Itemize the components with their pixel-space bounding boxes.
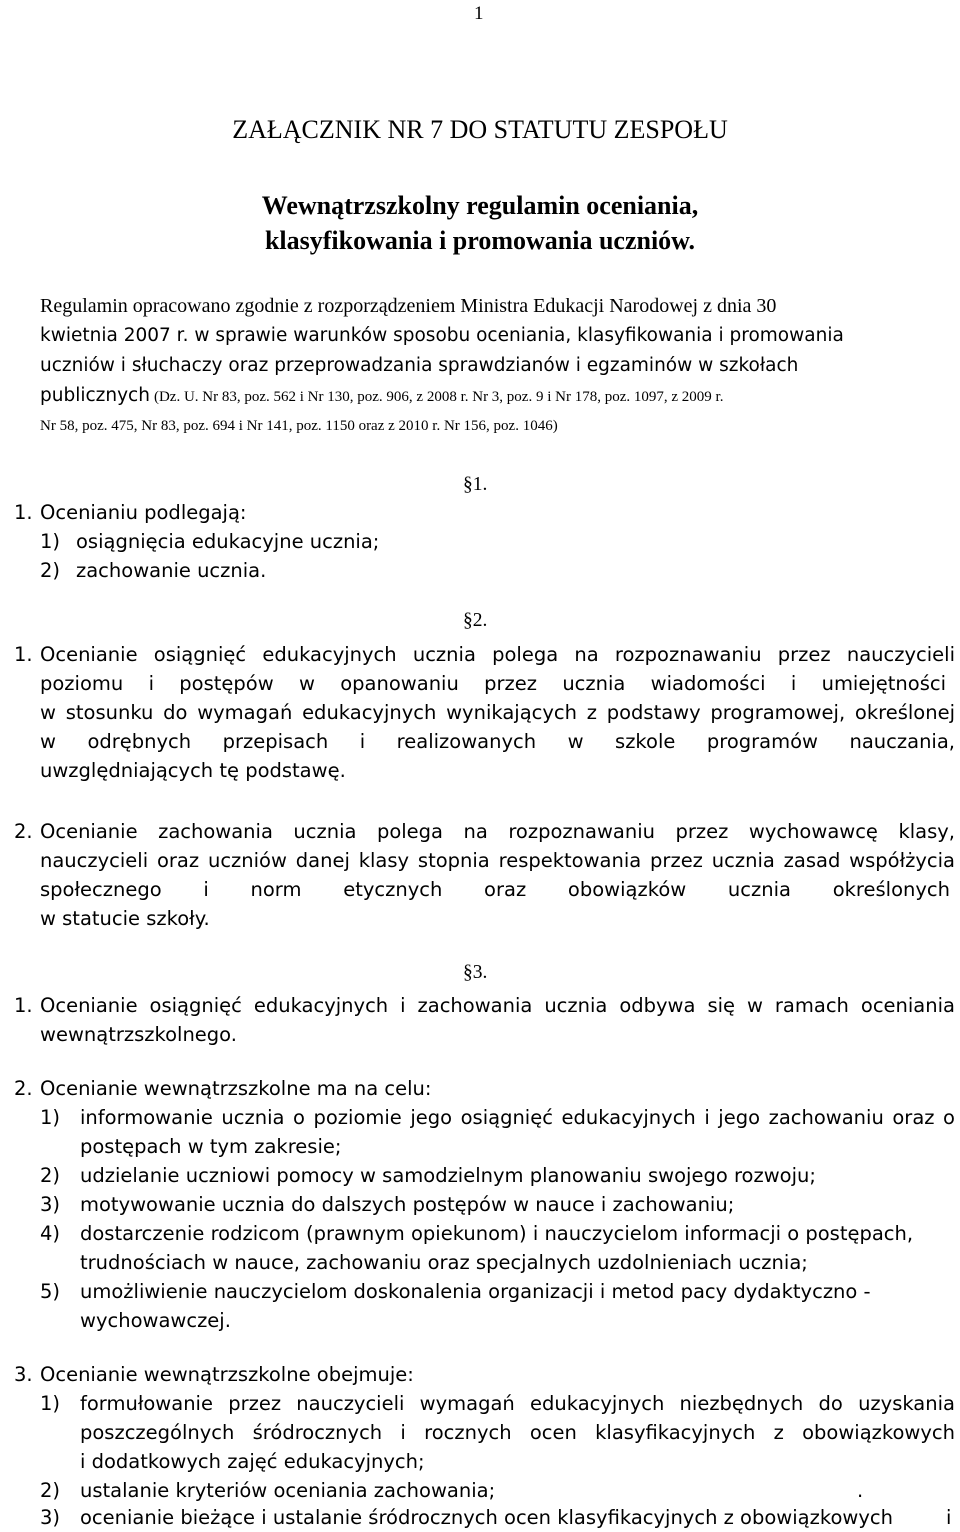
sec3-p1-number: 1. <box>14 994 33 1017</box>
sec3-p3-item-3-number: 3) <box>40 1506 61 1529</box>
sec3-p2-item-5-line-1: umożliwienie nauczycielom doskonalenia organizacji i metod pacy dydaktyczno - <box>80 1280 871 1303</box>
document-title: ZAŁĄCZNIK NR 7 DO STATUTU ZESPOŁU <box>232 115 728 144</box>
page-number: 1 <box>474 3 484 24</box>
subtitle-line-1: Wewnątrzszkolny regulamin oceniania, <box>261 191 699 220</box>
sec3-p3-number: 3. <box>14 1363 33 1386</box>
legal-reference: (Dz. U. Nr 83, poz. 562 i Nr 130, poz. 906, z 2008 r. Nr 3, poz. 9 i Nr 178, poz. 1097, z 2009 r. <box>153 389 724 405</box>
sec3-p2-item-4-line-2: trudnościach w nauce, zachowaniu oraz specjalnych uzdolnieniach ucznia; <box>80 1251 808 1274</box>
sec2-p1-line-2: poziomu i postępów w opanowaniu przez ucznia wiadomości i umiejętności <box>40 672 946 695</box>
sec1-item-2-text: zachowanie ucznia. <box>76 559 267 582</box>
sec3-p3-text: Ocenianie wewnątrzszkolne obejmuje: <box>40 1363 414 1386</box>
intro-line-4-main: publicznych <box>40 385 150 406</box>
sec3-p2-item-3-line-1: motywowanie ucznia do dalszych postępów w nauce i zachowaniu; <box>80 1193 735 1216</box>
intro-line-2: kwietnia 2007 r. w sprawie warunków sposobu oceniania, klasyfikowania i promowania <box>40 325 844 346</box>
sec1-item-2-number: 2) <box>40 559 61 582</box>
sec3-p3-item-2-line-1: ustalanie kryteriów oceniania zachowania; <box>80 1479 496 1502</box>
intro-line-3: uczniów i słuchaczy oraz przeprowadzania sprawdzianów i egzaminów w szkołach <box>40 355 799 376</box>
sec3-p2-item-5-line-2: wychowawczej. <box>80 1309 231 1332</box>
section-sign-icon: § <box>463 962 473 983</box>
sec2-p1-line-5: uwzględniających tę podstawę. <box>40 759 346 782</box>
sec1-p1-text: Ocenianiu podlegają: <box>40 501 247 524</box>
sec3-p2-item-1-line-1: informowanie ucznia o poziomie jego osiągnięć edukacyjnych i jego zachowaniu oraz o <box>80 1106 955 1129</box>
sec3-p2-item-4-line-1: dostarczenie rodzicom (prawnym opiekunom) i nauczycielom informacji o postępach, <box>80 1222 914 1245</box>
sec3-p2-number: 2. <box>14 1077 33 1100</box>
section-3-marker: §3. <box>463 962 488 983</box>
sec2-p2-line-2: nauczycieli oraz uczniów danej klasy stopnia respektowania przez ucznia zasad współżycia <box>40 849 955 872</box>
sec3-p3-item-2-trailing: . <box>857 1479 864 1502</box>
subtitle-line-2: klasyfikowania i promowania uczniów. <box>264 226 696 255</box>
sec1-item-1-number: 1) <box>40 530 61 553</box>
sec2-p2-number: 2. <box>14 820 33 843</box>
sec3-p2-item-2-number: 2) <box>40 1164 61 1187</box>
intro-line-4 <box>40 381 723 412</box>
sec3-p3-item-2-number: 2) <box>40 1479 61 1502</box>
sec2-p2-line-3: społecznego i norm etycznych oraz obowiązków ucznia określonych <box>40 878 950 901</box>
intro-line-1: Regulamin opracowano zgodnie z rozporządzeniem Ministra Edukacji Narodowej z dnia 30 <box>40 295 777 317</box>
sec3-p2-item-5-number: 5) <box>40 1280 61 1303</box>
sec3-p2-item-1-number: 1) <box>40 1106 61 1129</box>
sec3-p3-item-1-line-2: poszczególnych śródrocznych i rocznych ocen klasyfikacyjnych z obowiązkowych <box>80 1421 955 1444</box>
sec3-p2-item-2-line-1: udzielanie uczniowi pomocy w samodzielnym planowaniu swojego rozwoju; <box>80 1164 816 1187</box>
sec1-p1-number: 1. <box>14 501 33 524</box>
sec3-p1-line-1: Ocenianie osiągnięć edukacyjnych i zachowania ucznia odbywa się w ramach oceniania <box>40 994 955 1017</box>
sec2-p2-line-1: Ocenianie zachowania ucznia polega na rozpoznawaniu przez wychowawcę klasy, <box>40 820 955 843</box>
sec2-p1-line-3: w stosunku do wymagań edukacyjnych wynikających z podstawy programowej, określonej <box>40 701 955 724</box>
section-2-marker: §2. <box>463 610 488 631</box>
sec2-p2-line-4: w statucie szkoły. <box>40 907 210 930</box>
sec3-p2-item-4-number: 4) <box>40 1222 61 1245</box>
sec2-p1-number: 1. <box>14 643 33 666</box>
sec2-p1-line-1: Ocenianie osiągnięć edukacyjnych ucznia polega na rozpoznawaniu przez nauczycieli <box>40 643 955 666</box>
sec3-p2-item-1-line-2: postępach w tym zakresie; <box>80 1135 342 1158</box>
sec1-item-1-text: osiągnięcia edukacyjne ucznia; <box>76 530 380 553</box>
legal-reference-cont: Nr 58, poz. 475, Nr 83, poz. 694 i Nr 141, poz. 1150 oraz z 2010 r. Nr 156, poz. 1046) <box>40 418 558 434</box>
sec3-p3-item-3-line-1: ocenianie bieżące i ustalanie śródrocznych ocen klasyfikacyjnych z obowiązkowych <box>80 1506 893 1529</box>
section-1-marker: §1. <box>463 474 488 495</box>
sec3-p2-text: Ocenianie wewnątrzszkolne ma na celu: <box>40 1077 432 1100</box>
sec2-p1-line-4: w odrębnych przepisach i realizowanych w szkole programów nauczania, <box>40 730 955 753</box>
sec3-p3-item-3-line-2: i <box>946 1506 952 1529</box>
sec3-p3-item-1-line-3: i dodatkowych zajęć edukacyjnych; <box>80 1450 425 1473</box>
section-sign-icon: § <box>463 474 473 495</box>
section-sign-icon: § <box>463 610 473 631</box>
sec3-p3-item-1-line-1: formułowanie przez nauczycieli wymagań edukacyjnych niezbędnych do uzyskania <box>80 1392 955 1415</box>
sec3-p3-item-1-number: 1) <box>40 1392 61 1415</box>
sec3-p1-line-2: wewnątrzszkolnego. <box>40 1023 237 1046</box>
sec3-p2-item-3-number: 3) <box>40 1193 61 1216</box>
